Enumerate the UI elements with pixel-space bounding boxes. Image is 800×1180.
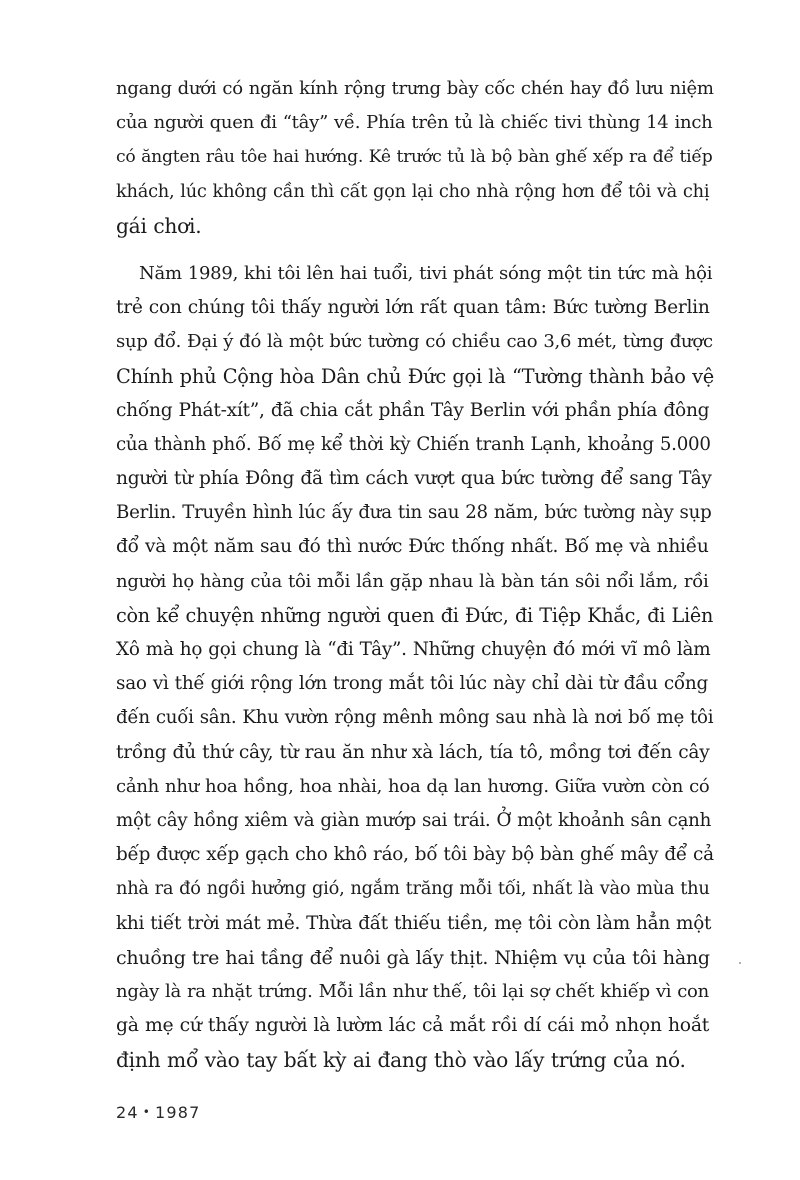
text-line: Năm 1989, khi tôi lên hai tuổi, tivi phát sóng một tin tức mà hội xyxy=(139,262,713,284)
text-line: trồng đủ thứ cây, từ rau ăn như xà lách, tía tô, mồng tơi đến cây xyxy=(116,741,710,763)
page-body xyxy=(116,72,714,1077)
paragraph-1 xyxy=(116,72,714,243)
text-line: ngày là ra nhặt trứng. Mỗi lần như thế, tôi lại sợ chết khiếp vì con xyxy=(116,980,709,1002)
text-line: của thành phố. Bố mẹ kể thời kỳ Chiến tranh Lạnh, khoảng 5.000 xyxy=(116,433,711,455)
text-line: chống Phát-xít”, đã chia cắt phần Tây Berlin với phần phía đông xyxy=(116,399,710,421)
text-line: khi tiết trời mát mẻ. Thừa đất thiếu tiền, mẹ tôi còn làm hẳn một xyxy=(116,912,712,934)
paragraph-2 xyxy=(116,257,714,1078)
paragraph-spacer xyxy=(116,243,714,257)
page-footer xyxy=(116,1103,201,1122)
text-line: chuồng tre hai tầng để nuôi gà lấy thịt. Nhiệm vụ của tôi hàng xyxy=(116,946,710,969)
text-line: đổ và một năm sau đó thì nước Đức thống nhất. Bố mẹ và nhiều xyxy=(116,536,709,558)
paper-speck xyxy=(739,962,741,964)
text-line: Xô mà họ gọi chung là “đi Tây”. Những chuyện đó mới vĩ mô làm xyxy=(116,639,711,660)
text-line: Chính phủ Cộng hòa Dân chủ Đức gọi là “Tường thành bảo vệ xyxy=(116,364,715,388)
text-line: nhà ra đó ngồi hưởng gió, ngắm trăng mỗi tối, nhất là vào mùa thu xyxy=(116,878,710,900)
text-line: sụp đổ. Đại ý đó là một bức tường có chiều cao 3,6 mét, từng được xyxy=(116,331,713,353)
text-line: gà mẹ cứ thấy người là lườm lác cả mắt rồi dí cái mỏ nhọn hoắt xyxy=(116,1015,710,1037)
text-line: khách, lúc không cần thì cất gọn lại cho nhà rộng hơn để tôi và chị xyxy=(116,180,710,202)
text-line: Berlin. Truyền hình lúc ấy đưa tin sau 28 năm, bức tường này sụp xyxy=(116,502,712,524)
text-line: đến cuối sân. Khu vườn rộng mênh mông sau nhà là nơi bố mẹ tôi xyxy=(116,707,714,729)
text-line: gái chơi. xyxy=(116,213,202,238)
text-line: người từ phía Đông đã tìm cách vượt qua bức tường để sang Tây xyxy=(116,468,712,490)
text-line: còn kể chuyện những người quen đi Đức, đi Tiệp Khắc, đi Liên xyxy=(116,603,714,627)
text-line: ngang dưới có ngăn kính rộng trưng bày cốc chén hay đồ lưu niệm xyxy=(116,78,714,99)
text-line: người họ hàng của tôi mỗi lần gặp nhau là bàn tán sôi nổi lắm, rồi xyxy=(116,570,709,592)
text-line: một cây hồng xiêm và giàn mướp sai trái. Ở một khoảnh sân cạnh xyxy=(116,809,712,831)
text-line: trẻ con chúng tôi thấy người lớn rất quan tâm: Bức tường Berlin xyxy=(116,297,710,319)
text-line: bếp được xếp gạch cho khô ráo, bố tôi bày bộ bàn ghế mây để cả xyxy=(116,844,714,866)
text-line: của người quen đi “tây” về. Phía trên tủ là chiếc tivi thùng 14 inch xyxy=(116,112,713,134)
text-line: có ăngten râu tôe hai hướng. Kê trước tủ là bộ bàn ghế xếp ra để tiếp xyxy=(116,147,713,168)
page-number: 24 xyxy=(116,1103,139,1122)
text-line: sao vì thế giới rộng lớn trong mắt tôi lúc này chỉ dài từ đầu cổng xyxy=(116,673,709,695)
running-title: 1987 xyxy=(155,1103,201,1122)
text-line: định mổ vào tay bất kỳ ai đang thò vào lấy trứng của nó. xyxy=(116,1048,686,1073)
text-line: cảnh như hoa hồng, hoa nhài, hoa dạ lan hương. Giữa vườn còn có xyxy=(116,775,710,797)
footer-separator: • xyxy=(142,1105,152,1119)
